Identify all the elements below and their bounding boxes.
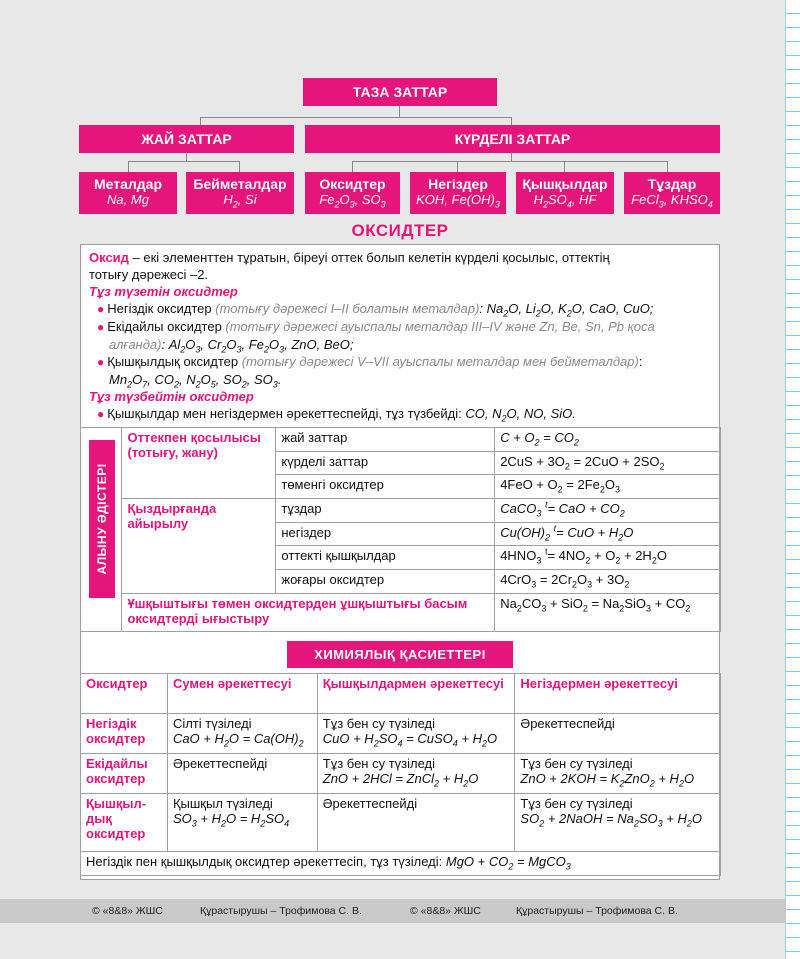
method-row: оттекті қышқылдар bbox=[276, 546, 495, 570]
amph-note: (тотығу дәрежесі ауыспалы металдар ІІІ–ІV және Zn, Be, Sn, Pb қоса bbox=[225, 319, 655, 334]
method-row: күрделі заттар bbox=[276, 452, 495, 475]
term: Оксид bbox=[89, 250, 129, 265]
table-cell: Тұз бен су түзіледі ZnO + 2HCl = ZnCl$_2$ + $H_2O$ bbox=[317, 754, 515, 794]
complex-substances-box: КҮРДЕЛІ ЗАТТАР bbox=[305, 125, 720, 153]
col-header: Негіздермен әрекеттесуі bbox=[515, 674, 721, 714]
bases-box: Негіздер KOH, $Fe(OH)_3$ bbox=[410, 172, 506, 214]
metals-box: Металдар Na, Mg bbox=[79, 172, 177, 214]
connector bbox=[352, 161, 668, 162]
root-box: ТАЗА ЗАТТАР bbox=[303, 78, 497, 106]
equation: $Cu(OH)_2$ $^t$= CuO + $H_2O$ bbox=[495, 523, 721, 546]
col-header: Оксидтер bbox=[81, 674, 168, 714]
method-row: жоғары оксидтер bbox=[276, 570, 495, 594]
method-group: Оттекпен қосылысы (тотығу, жану) bbox=[122, 428, 276, 499]
nonmetals-box: Бейметалдар $H_2$, Si bbox=[186, 172, 294, 214]
copyright: © «8&8» ЖШС bbox=[410, 905, 481, 917]
table-cell: Қышқыл түзіледі $SO_3 + H_2O = H_2SO_4$ bbox=[167, 794, 317, 852]
table-cell: Әрекеттеспейді bbox=[317, 794, 515, 852]
section-title: ОКСИДТЕР bbox=[351, 221, 449, 240]
table-cell: Тұз бен су түзіледі ZnO + $2KOH = K_2ZnO_2 + H_2O$ bbox=[515, 754, 721, 794]
col-header: Сумен әрекеттесуі bbox=[167, 674, 317, 714]
method-row: негіздер bbox=[276, 523, 495, 546]
col-header: Қышқылдармен әрекеттесуі bbox=[317, 674, 515, 714]
salt-forming-heading: Тұз түзетін оксидтер bbox=[89, 284, 238, 299]
table-cell: Тұз бен су түзіледі CuO + $H_2SO_4$ = CuSO$_4$ + $H_2O$ bbox=[317, 714, 515, 754]
chem-properties-heading: ХИМИЯЛЫҚ ҚАСИЕТТЕРІ bbox=[287, 641, 513, 668]
basic-label: Негіздік оксидтер bbox=[107, 301, 212, 316]
acid-examples: $Mn_2O_7$, $CO_2$, $N_2O_5$, $SO_2$, $SO_3$. bbox=[109, 372, 282, 390]
author: Құрастырушы – Трофимова С. В. bbox=[516, 905, 678, 917]
oxides-content bbox=[80, 244, 720, 880]
amph-note: алғанда) bbox=[109, 337, 162, 352]
acid-label: Қышқылдық оксидтер bbox=[107, 354, 239, 369]
acids-box: Қышқылдар $H_2SO_4$, HF bbox=[516, 172, 614, 214]
row-header: Негіздік оксидтер bbox=[81, 714, 168, 754]
method-row: төменгі оксидтер bbox=[276, 475, 495, 499]
connector bbox=[128, 161, 240, 162]
equation: $2CuS + 3O_2 = 2CuO + 2SO_2$ bbox=[495, 452, 721, 475]
page-footer bbox=[0, 899, 786, 923]
method-row: жай заттар bbox=[276, 428, 495, 452]
definition-block: Оксид – екі элементтен тұратын, біреуі оттек болып келетін күрделі қосылыс, оттектің тотығу дәрежесі –2. Тұз түзетін оксидтер ● Негіздік оксидтер (тотығу дәрежесі І–ІІ болатын металдар): $Na_2O$, $Li_2O$, $K_2O$, CaO, CuO; ● Екідайлы оксидтер (тотығу дәрежесі ауыспалы металдар ІІІ–ІV және Zn, Be, Sn, Pb қоса алғанда): $Al_2O_3$, $Cr_2O_3$, $Fe_2O_3$, ZnO, BeO; ● Қышқылдық оксидтер (тотығу дәрежесі V–VІІ ауыспалы металдар мен бейметалдар): $Mn_2O_7$, $CO_2$, $N_2O_5$, $SO_2$, $SO_3$. Тұз түзбейтін оксидтер ● Қышқылдар мен негіздермен әрекеттеспейді, тұз түзбейді: CO, $N_2O$, NO, SiO. bbox=[89, 249, 715, 423]
bullet-icon: ● bbox=[97, 355, 105, 369]
table-cell: Сілті түзіледі CaO + $H_2O = Ca(OH)_2$ bbox=[167, 714, 317, 754]
definition-line: тотығу дәрежесі –2. bbox=[89, 267, 209, 282]
equation: CaCO$_3$ $^t$= CaO + $CO_2$ bbox=[495, 499, 721, 523]
equation: $4CrO_3 = 2Cr_2O_3 + 3O_2$ bbox=[495, 570, 721, 594]
method-group: Ұшқыштығы төмен оксидтерден ұшқыштығы басым оксидтерді ығыстыру bbox=[122, 594, 495, 632]
acid-note: (тотығу дәрежесі V–VІІ ауыспалы металдар мен бейметалдар) bbox=[241, 354, 639, 369]
method-row: тұздар bbox=[276, 499, 495, 523]
chem-properties-table bbox=[80, 673, 721, 876]
bullet-icon: ● bbox=[97, 407, 105, 421]
amph-label: Екідайлы оксидтер bbox=[107, 319, 222, 334]
methods-vertical-label: АЛЫНУ ӘДІСТЕРІ bbox=[89, 440, 115, 598]
table-cell: Тұз бен су түзіледі $SO_2$ + 2NaOH = $Na_2SO_3 + H_2O$ bbox=[515, 794, 721, 852]
basic-note: (тотығу дәрежесі І–ІІ болатын металдар) bbox=[215, 301, 480, 316]
definition-line: – екі элементтен тұратын, біреуі оттек болып келетін күрделі қосылыс, оттектің bbox=[128, 250, 610, 265]
methods-table bbox=[80, 427, 721, 632]
bullet-icon: ● bbox=[97, 302, 105, 316]
salts-box: Тұздар FeCl$_3$, $KHSO_4$ bbox=[624, 172, 720, 214]
table-cell: Әрекеттеспейді bbox=[167, 754, 317, 794]
row-header: Қышқыл-дық оксидтер bbox=[81, 794, 168, 852]
equation: $Na_2CO_3 + SiO_2 = Na_2SiO_3 + CO_2$ bbox=[495, 594, 721, 632]
connector bbox=[200, 117, 512, 118]
bullet-icon: ● bbox=[97, 320, 105, 334]
copyright: © «8&8» ЖШС bbox=[92, 905, 163, 917]
amph-examples: : $Al_2O_3$, $Cr_2O_3$, $Fe_2O_3$, ZnO, BeO; bbox=[161, 337, 354, 355]
summary-row: Негіздік пен қышқылдық оксидтер әрекеттесіп, тұз түзіледі: MgO + $CO_2$ = MgCO$_3$ bbox=[81, 852, 721, 876]
row-header: Екідайлы оксидтер bbox=[81, 754, 168, 794]
non-salt-text: Қышқылдар мен негіздермен әрекеттеспейді, тұз түзбейді: bbox=[107, 406, 466, 421]
oxides-box: Оксидтер $Fe_2O_3$, $SO_3$ bbox=[305, 172, 400, 214]
equation: $C + O_2 = CO_2$ bbox=[495, 428, 721, 452]
equation: $4FeO + O_2 = 2Fe_2O_3$ bbox=[495, 475, 721, 499]
author: Құрастырушы – Трофимова С. В. bbox=[200, 905, 362, 917]
non-salt-heading: Тұз түзбейтін оксидтер bbox=[89, 389, 254, 404]
notebook-edge bbox=[785, 0, 800, 959]
equation: $4HNO_3$ $^t= 4NO_2 + O_2 + 2H_2O$ bbox=[495, 546, 721, 570]
table-cell: Әрекеттеспейді bbox=[515, 714, 721, 754]
basic-examples: : $Na_2O$, $Li_2O$, $K_2O$, CaO, CuO; bbox=[479, 301, 654, 319]
simple-substances-box: ЖАЙ ЗАТТАР bbox=[79, 125, 294, 153]
non-salt-examples: CO, $N_2O$, NO, SiO. bbox=[465, 406, 576, 424]
method-group: Қыздырғанда айырылу bbox=[122, 499, 276, 594]
